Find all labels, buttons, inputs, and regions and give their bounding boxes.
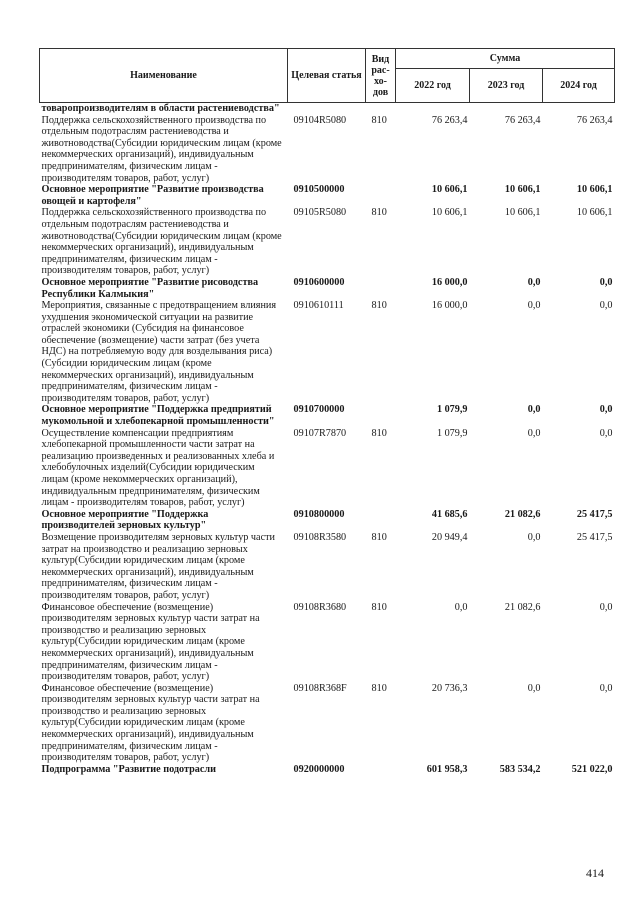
row-sum-2023: 0,0 xyxy=(527,682,541,694)
header-year-2022: 2022 год xyxy=(396,69,470,103)
row-sum-2022: 76 263,4 xyxy=(431,114,468,126)
row-sum-2024: 25 417,5 xyxy=(576,531,613,543)
table-row xyxy=(40,115,615,185)
row-sum-2024: 521 022,0 xyxy=(571,763,613,775)
row-sum-2022: 16 000,0 xyxy=(431,300,468,312)
row-sum-2023: 10 606,1 xyxy=(504,207,541,219)
row-sum-2023: 76 263,4 xyxy=(504,114,541,126)
row-sum-2022: 20 949,4 xyxy=(431,531,468,543)
row-target-article: 09108R3580 xyxy=(293,531,347,543)
row-sum-2022: 10 606,1 xyxy=(431,184,468,196)
row-sum-2022: 10 606,1 xyxy=(431,207,468,219)
budget-table-page xyxy=(39,48,614,775)
table-header xyxy=(40,49,615,103)
row-sum-2023: 0,0 xyxy=(527,427,541,439)
table-row xyxy=(40,683,615,764)
row-expense-type: 810 xyxy=(371,682,387,694)
row-target-article: 0920000000 xyxy=(293,763,345,775)
table-row xyxy=(40,404,615,427)
row-sum-2022: 0,0 xyxy=(454,601,468,613)
budget-table xyxy=(39,48,615,775)
table-row xyxy=(40,277,615,300)
table-row xyxy=(40,602,615,683)
row-expense-type xyxy=(366,404,396,427)
row-sum-2022: 1 079,9 xyxy=(436,427,468,439)
row-sum-2023: 0,0 xyxy=(527,276,541,288)
row-sum-2024 xyxy=(543,103,615,115)
table-row xyxy=(40,300,615,404)
header-name: Наименование xyxy=(40,49,288,103)
table-row xyxy=(40,509,615,532)
row-expense-type xyxy=(366,764,396,776)
row-target-article: 0910700000 xyxy=(293,404,345,416)
table-row xyxy=(40,103,615,115)
row-sum-2024: 10 606,1 xyxy=(576,184,613,196)
row-name: Осуществление компенсации предприятиям хлебопекарной промышленности части затрат на реализацию произведенных и реализованных хлеба и хлебобулочных изделий(Субсидии юридическим лицам (кроме некоммерческих организаций), индивидуальным предпринимателям, физическим лицам - производителям товаров, работ, услуг) xyxy=(41,427,275,509)
row-expense-type: 810 xyxy=(371,427,387,439)
row-sum-2023: 0,0 xyxy=(527,404,541,416)
row-expense-type: 810 xyxy=(371,114,387,126)
row-name: Поддержка сельскохозяйственного производства по отдельным подотраслям растениеводства и животноводства(Субсидии юридическим лицам (кроме некоммерческих организаций), индивидуальным предпринимателям, физическим лицам - производителям товаров, работ, услуг) xyxy=(41,207,282,277)
row-target-article: 0910800000 xyxy=(293,508,345,520)
row-sum-2023: 21 082,6 xyxy=(504,508,541,520)
row-sum-2023: 21 082,6 xyxy=(504,601,541,613)
table-row xyxy=(40,532,615,602)
row-sum-2022: 41 685,6 xyxy=(431,508,468,520)
row-name: Возмещение производителям зерновых культур части затрат на производство и реализацию зерновых культур(Субсидии юридическим лицам (кроме некоммерческих организаций), индивидуальным предпринимателям, физическим лицам - производителям товаров, работ, услуг) xyxy=(41,531,275,601)
row-target-article xyxy=(288,103,366,115)
row-target-article: 09107R7870 xyxy=(293,427,347,439)
header-expense-type: Вид рас- хо- дов xyxy=(366,49,396,103)
row-target-article: 0910500000 xyxy=(293,184,345,196)
header-sum: Сумма xyxy=(396,49,615,69)
row-expense-type xyxy=(366,277,396,300)
row-target-article: 0910600000 xyxy=(293,276,345,288)
row-name: товаропроизводителям в области растениеводства" xyxy=(41,103,280,114)
row-sum-2024: 25 417,5 xyxy=(576,508,613,520)
row-expense-type: 810 xyxy=(371,300,387,312)
row-sum-2022: 20 736,3 xyxy=(431,682,468,694)
header-year-2024: 2024 год xyxy=(543,69,615,103)
row-sum-2024: 10 606,1 xyxy=(576,207,613,219)
row-name: Подпрограмма "Развитие подотрасли xyxy=(41,763,216,775)
row-expense-type xyxy=(366,509,396,532)
row-name: Мероприятия, связанные с предотвращением влияния ухудшения экономической ситуации на развитие отраслей экономики (Субсидия на финансовое обеспечение (возмещение) части затрат (без учета НДС) на потребляемую воду для возделывания риса)(Субсидии юридическим лицам (кроме некоммерческих организаций), индивидуальным предпринимателям, физическим лицам - производителям товаров, работ, услуг) xyxy=(41,300,277,404)
row-sum-2023: 10 606,1 xyxy=(504,184,541,196)
row-name: Основное мероприятие "Развитие производства овощей и картофеля" xyxy=(41,184,264,207)
header-year-2023: 2023 год xyxy=(470,69,543,103)
row-sum-2023: 0,0 xyxy=(527,300,541,312)
row-sum-2023: 0,0 xyxy=(527,531,541,543)
row-name: Финансовое обеспечение (возмещение) производителям зерновых культур части затрат на производство и реализацию зерновых культур(Субсидии юридическим лицам (кроме некоммерческих организаций), индивидуальным предпринимателям, физическим лицам - производителям товаров, работ, услуг) xyxy=(41,601,260,683)
table-body xyxy=(40,103,615,776)
row-expense-type xyxy=(366,184,396,207)
row-expense-type: 810 xyxy=(371,531,387,543)
row-expense-type xyxy=(366,103,396,115)
row-sum-2022: 601 958,3 xyxy=(426,763,468,775)
row-sum-2022 xyxy=(396,103,470,115)
table-row xyxy=(40,184,615,207)
table-row xyxy=(40,764,615,776)
row-sum-2024: 0,0 xyxy=(599,300,613,312)
row-name: Финансовое обеспечение (возмещение) производителям зерновых культур части затрат на производство и реализацию зерновых культур(Субсидии юридическим лицам (кроме некоммерческих организаций), индивидуальным предпринимателям, физическим лицам - производителям товаров, работ, услуг) xyxy=(41,682,260,764)
page-number: 414 xyxy=(586,866,604,880)
row-target-article: 09105R5080 xyxy=(293,207,347,219)
table-row xyxy=(40,428,615,509)
row-target-article: 09108R3680 xyxy=(293,601,347,613)
row-name: Основное мероприятие "Поддержка производителей зерновых культур" xyxy=(41,508,209,532)
header-target-article: Целевая статья xyxy=(288,49,366,103)
row-expense-type: 810 xyxy=(371,601,387,613)
row-expense-type: 810 xyxy=(371,207,387,219)
row-sum-2022: 16 000,0 xyxy=(431,276,468,288)
row-target-article: 0910610111 xyxy=(293,300,344,312)
row-sum-2023 xyxy=(470,103,543,115)
row-sum-2024: 0,0 xyxy=(599,682,613,694)
row-target-article: 09108R368F xyxy=(293,682,347,694)
row-sum-2024: 0,0 xyxy=(599,404,613,416)
row-sum-2023: 583 534,2 xyxy=(499,763,541,775)
row-sum-2024: 76 263,4 xyxy=(576,114,613,126)
row-sum-2024: 0,0 xyxy=(599,601,613,613)
row-name: Основное мероприятие "Поддержка предприятий мукомольной и хлебопекарной промышленности" xyxy=(41,404,275,428)
row-name: Основное мероприятие "Развитие рисоводства Республики Калмыкия" xyxy=(41,276,259,300)
row-target-article: 09104R5080 xyxy=(293,114,347,126)
table-row xyxy=(40,207,615,277)
row-name: Поддержка сельскохозяйственного производства по отдельным подотраслям растениеводства и животноводства(Субсидии юридическим лицам (кроме некоммерческих организаций), индивидуальным предпринимателям, физическим лицам - производителям товаров, работ, услуг) xyxy=(41,114,282,184)
row-sum-2024: 0,0 xyxy=(599,427,613,439)
row-sum-2024: 0,0 xyxy=(599,276,613,288)
row-sum-2022: 1 079,9 xyxy=(436,404,468,416)
